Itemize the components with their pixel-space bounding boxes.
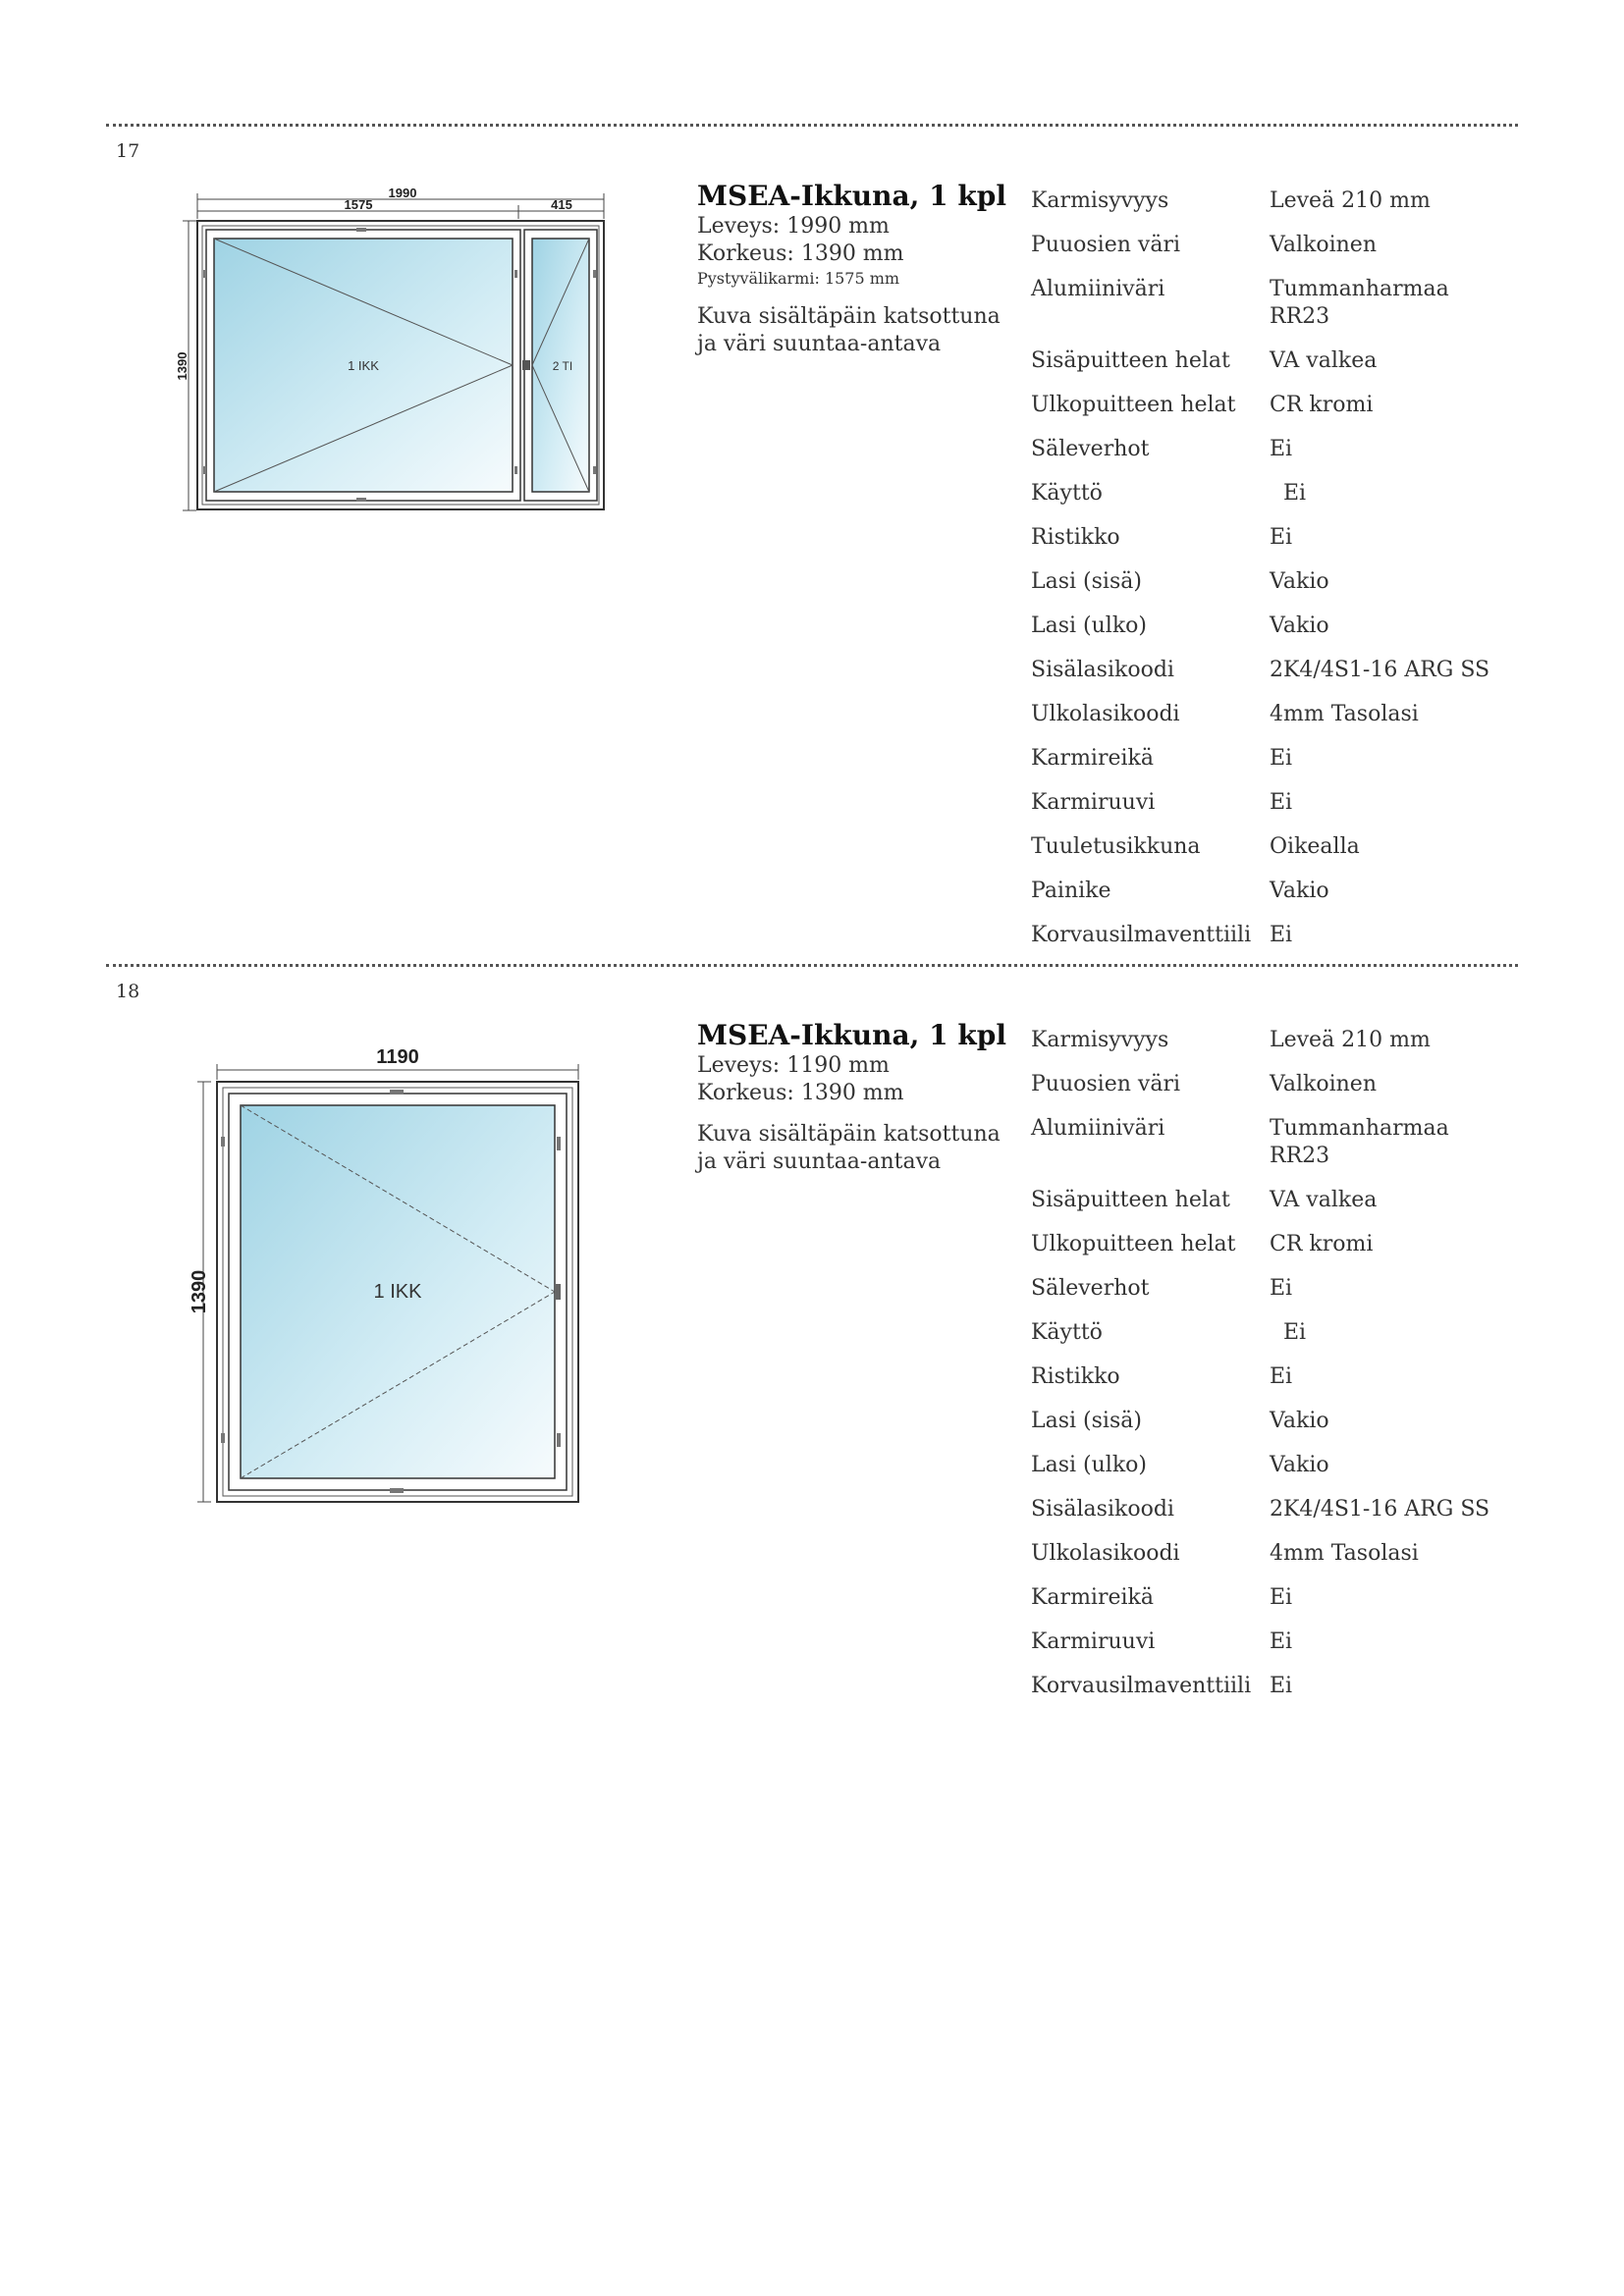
spec-row: Lasi (sisä) Vakio: [1031, 1409, 1329, 1433]
spec-row: Sisäpuitteen helat VA valkea: [1031, 348, 1378, 373]
sash-label-right: 2 TI: [552, 359, 573, 373]
item-number: 18: [116, 981, 140, 1002]
spec-row: Ristikko Ei: [1031, 1364, 1293, 1389]
item-separator: [106, 964, 1518, 967]
spec-row: Ulkolasikoodi 4mm Tasolasi: [1031, 1541, 1419, 1566]
spec-row: Säleverhot Ei: [1031, 437, 1293, 461]
window-drawing: [177, 182, 619, 515]
handle-icon: [522, 360, 530, 370]
handle-icon: [555, 1284, 561, 1300]
spec-row: Karmiruuvi Ei: [1031, 1629, 1293, 1654]
spec-row: Tuuletusikkuna Oikealla: [1031, 834, 1360, 859]
item-desc-2: ja väri suuntaa-antava: [697, 332, 942, 356]
spec-row: Puuosien väri Valkoinen: [1031, 233, 1377, 257]
item-desc-1: Kuva sisältäpäin katsottuna: [697, 1122, 1001, 1147]
dim-right-width: 415: [551, 197, 572, 212]
spec-row: Ulkopuitteen helat CR kromi: [1031, 1232, 1374, 1256]
item-number: 17: [116, 140, 140, 162]
spec-row: Painike Vakio: [1031, 879, 1329, 903]
spec-row: Karmisyvyys Leveä 210 mm: [1031, 188, 1431, 213]
spec-row: Karmireikä Ei: [1031, 1585, 1293, 1610]
spec-row: Lasi (ulko) Vakio: [1031, 1453, 1329, 1477]
item-title: MSEA-Ikkuna, 1 kpl: [697, 180, 1006, 212]
dim-total-width: 1190: [376, 1046, 419, 1068]
spec-row: Säleverhot Ei: [1031, 1276, 1293, 1301]
dim-height: 1390: [189, 1269, 210, 1314]
spec-row: Sisälasikoodi 2K4/4S1-16 ARG SS: [1031, 1497, 1490, 1522]
item-desc-2: ja väri suuntaa-antava: [697, 1149, 942, 1174]
spec-row: Korvausilmaventtiili Ei: [1031, 923, 1293, 947]
item-separator: [106, 124, 1518, 127]
dim-left-width: 1575: [344, 197, 373, 212]
spec-row: Ulkolasikoodi 4mm Tasolasi: [1031, 702, 1419, 726]
sash-label: 1 IKK: [373, 1281, 422, 1303]
item-width: Leveys: 1190 mm: [697, 1053, 890, 1078]
sash-label-left: 1 IKK: [348, 358, 379, 373]
spec-row: Karmireikä Ei: [1031, 746, 1293, 771]
spec-row: Ulkopuitteen helat CR kromi: [1031, 393, 1374, 417]
spec-row: Lasi (ulko) Vakio: [1031, 614, 1329, 638]
dim-total-width: 1990: [388, 186, 417, 200]
spec-table: [1031, 1027, 1522, 1717]
spec-row: Alumiiniväri Tummanharmaa RR23: [1031, 277, 1449, 329]
spec-row: Sisälasikoodi 2K4/4S1-16 ARG SS: [1031, 658, 1490, 682]
spec-row: Ristikko Ei: [1031, 525, 1293, 550]
spec-row: Puuosien väri Valkoinen: [1031, 1072, 1377, 1096]
item-mullion: Pystyvälikarmi: 1575 mm: [697, 269, 900, 288]
spec-row: Karmisyvyys Leveä 210 mm: [1031, 1028, 1431, 1052]
item-width: Leveys: 1990 mm: [697, 214, 890, 239]
spec-table: [1031, 187, 1522, 966]
spec-row: Sisäpuitteen helat VA valkea: [1031, 1188, 1378, 1212]
spec-row: Korvausilmaventtiili Ei: [1031, 1674, 1293, 1698]
window-drawing: [182, 1041, 594, 1512]
spec-row: Alumiiniväri Tummanharmaa RR23: [1031, 1116, 1449, 1168]
item-desc-1: Kuva sisältäpäin katsottuna: [697, 304, 1001, 329]
spec-row: Käyttö Ei: [1031, 481, 1307, 506]
spec-row: Karmiruuvi Ei: [1031, 790, 1293, 815]
spec-row: Käyttö Ei: [1031, 1320, 1307, 1345]
dim-height: 1390: [175, 351, 189, 381]
item-title: MSEA-Ikkuna, 1 kpl: [697, 1019, 1006, 1051]
item-height: Korkeus: 1390 mm: [697, 241, 904, 266]
item-info: [697, 180, 1011, 358]
spec-row: Lasi (sisä) Vakio: [1031, 569, 1329, 594]
item-height: Korkeus: 1390 mm: [697, 1081, 904, 1105]
item-info: [697, 1019, 1011, 1176]
